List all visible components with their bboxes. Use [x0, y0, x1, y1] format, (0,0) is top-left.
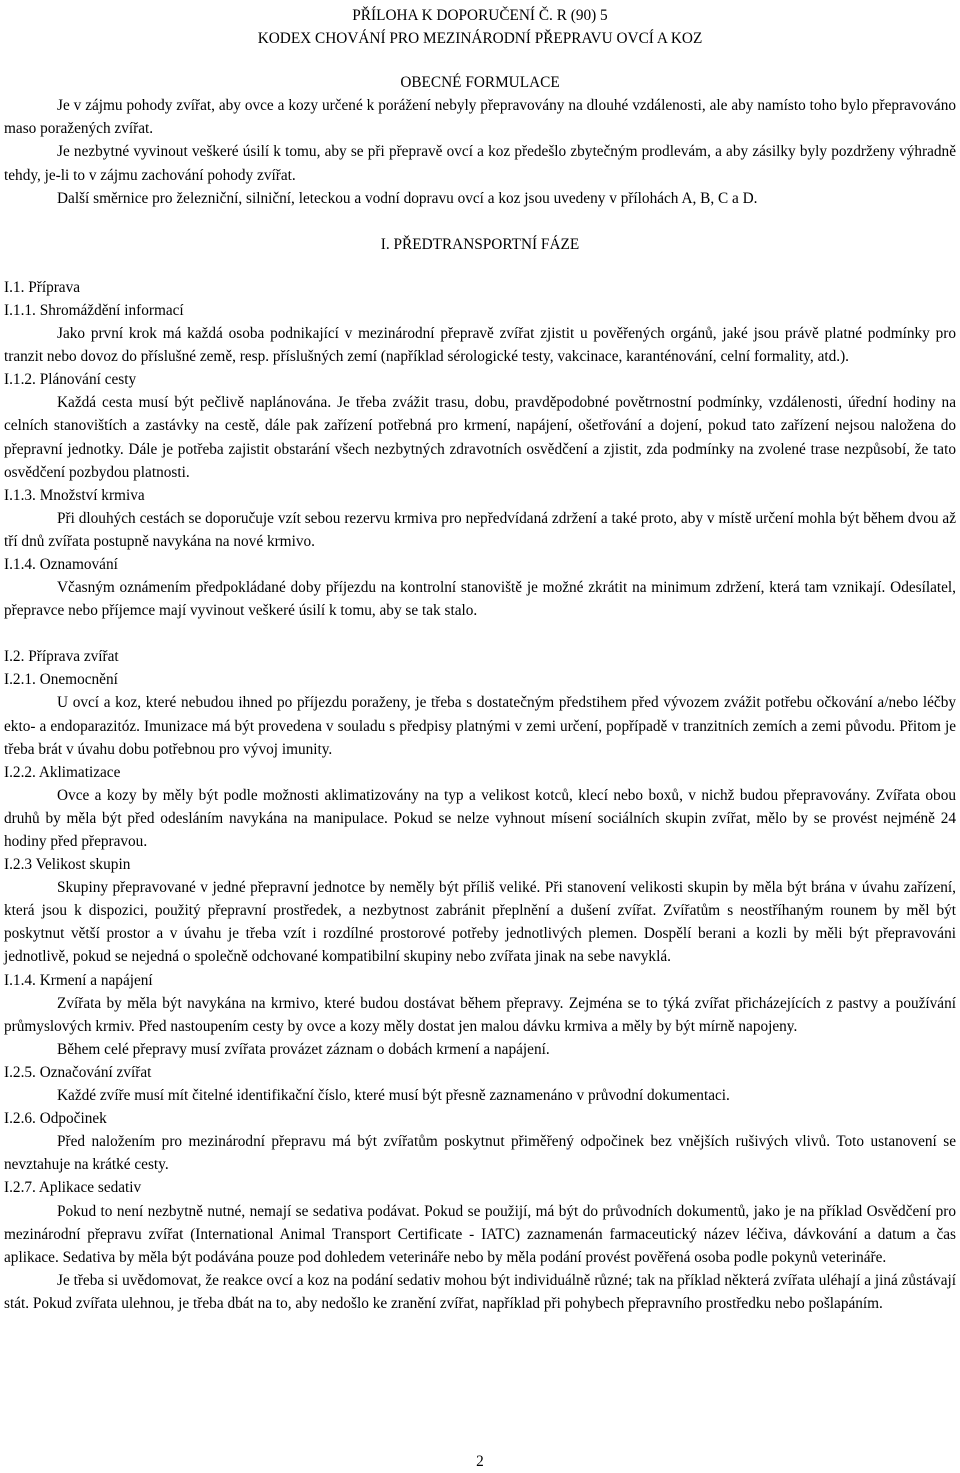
- subsection-heading: I.2.3 Velikost skupin: [4, 856, 131, 874]
- subsection-heading: I.1.2. Plánování cesty: [4, 371, 137, 389]
- subsection-heading: I.1.4. Krmení a napájení: [4, 971, 153, 989]
- subsection-heading: I.1.1. Shromáždění informací: [4, 301, 184, 319]
- subsection-heading: I.2.2. Aklimatizace: [4, 763, 121, 781]
- subsection-heading: I.2.7. Aplikace sedativ: [4, 1179, 142, 1197]
- paragraph: Zvířata by měla být navykána na krmivo, které budou dostávat během přepravy. Zejména se to týká zvířat přicházejících z pastvy a používání průmyslových krmiv. Před nastoupením cesty by ovce a kozy měly dostat jen malou dávku krmiva a měly by být mírně napojeny.: [4, 994, 956, 1035]
- subsection-heading: I.2. Příprava zvířat: [4, 648, 119, 666]
- code-title: KODEX CHOVÁNÍ PRO MEZINÁRODNÍ PŘEPRAVU OVCÍ A KOZ: [257, 30, 703, 48]
- general-paragraph-3: Další směrnice pro železniční, silniční, leteckou a vodní dopravu ovcí a koz jsou uvedeny v přílohách A, B, C a D.: [57, 189, 758, 207]
- subsection-heading: I.1.3. Množství krmiva: [4, 486, 145, 504]
- subsection-heading: I.2.5. Označování zvířat: [4, 1063, 152, 1081]
- paragraph: Každé zvíře musí mít čitelné identifikační číslo, které musí být přesně zaznamenáno v průvodní dokumentaci.: [57, 1087, 730, 1105]
- subsection-heading: I.1.4. Oznamování: [4, 555, 118, 573]
- section-heading: I. PŘEDTRANSPORTNÍ FÁZE: [380, 235, 580, 253]
- paragraph: Každá cesta musí být pečlivě naplánována. Je třeba zvážit trasu, dobu, pravděpodobné povětrnostní podmínky, vzdálenosti, úřední hodiny na celních stanovištích a zastávky na cestě, dále pak zařízení potřebná pro krmení, napájení, ošetřování a dojení, pokud tato zařízení nejsou naložena do přepravní jednotky. Dále je potřeba zajistit obstarání všech nezbytných zdravotních osvědčení a zjistit, zda podmínky na zvolené trase nezpůsobí, že tato osvědčení pozbydou platnosti.: [4, 394, 956, 481]
- general-paragraph-1: Je v zájmu pohody zvířat, aby ovce a kozy určené k porážení nebyly přepravovány na dlouhé vzdálenosti, ale aby namísto toho bylo přepravováno maso poražených zvířat.: [4, 97, 956, 138]
- paragraph: Během celé přepravy musí zvířata provázet záznam o dobách krmení a napájení.: [57, 1040, 550, 1058]
- paragraph: Jako první krok má každá osoba podnikající v mezinárodní přepravě zvířat zjistit u pověřených orgánů, jaké jsou právě platné podmínky pro tranzit nebo dovoz do příslušné země, resp. příslušných zemí (například sérologické testy, vakcinace, karanténování, celní formality, atd.).: [4, 325, 956, 366]
- subsection-heading: I.1. Příprava: [4, 278, 81, 296]
- document-page: [4, 4, 956, 1315]
- general-paragraph-2: Je nezbytné vyvinout veškeré úsilí k tomu, aby se při přepravě ovcí a koz předešlo zbytečným prodlevám, a aby zásilky byly pozdrženy výhradně tehdy, je-li to v zájmu zachování pohody zvířat.: [4, 143, 956, 184]
- paragraph: U ovcí a koz, které nebudou ihned po příjezdu poraženy, je třeba s dostatečným předstihem před vývozem zvážit potřebu očkování a/nebo léčby ekto- a endoparazitóz. Imunizace má být provedena v souladu s předpisy platnými v zemi určení, popřípadě v tranzitních zemích a zemi původu. Přitom je třeba brát v úvahu dobu potřebnou pro vývoj imunity.: [4, 694, 956, 758]
- subsection-heading: I.2.1. Onemocnění: [4, 671, 118, 689]
- paragraph: Pokud to není nezbytně nutné, nemají se sedativa podávat. Pokud se použijí, má být do průvodních dokumentů, jako je na příklad Osvědčení pro mezinárodní přepravu zvířat (International Animal Transport Certificate - IATC) zaznamenán farmaceutický název léčiva, dávkování a datum a čas aplikace. Sedativa by měla být podávána pouze pod dohledem veterináře nebo by měla podání provést pověřená osoba podle pokynů veterináře.: [4, 1202, 956, 1266]
- page-number: 2: [476, 1453, 484, 1470]
- paragraph: Včasným oznámením předpokládané doby příjezdu na kontrolní stanoviště je možné zkrátit na minimum zdržení, která tam vznikají. Odesílatel, přepravce nebo příjemce mají vyvinout veškeré úsilí k tomu, aby se tak stalo.: [4, 579, 956, 620]
- subsection-heading: I.2.6. Odpočinek: [4, 1110, 107, 1128]
- general-heading: OBECNÉ FORMULACE: [400, 74, 560, 92]
- paragraph: Při dlouhých cestách se doporučuje vzít sebou rezervu krmiva pro nepředvídaná zdržení a také proto, aby v místě určení mohla být během dvou až tří dnů zvířata postupně navykána na nové krmivo.: [4, 509, 956, 550]
- paragraph: Je třeba si uvědomovat, že reakce ovcí a koz na podání sedativ mohou být individuálně různé; tak na příklad některá zvířata uléhají a jiná zůstávají stát. Pokud zvířata ulehnou, je třeba dbát na to, aby nedošlo ke zranění zvířat, například při pohybech přepravního prostředku nebo pošlapáním.: [4, 1271, 956, 1312]
- paragraph: Před naložením pro mezinárodní přepravu má být zvířatům poskytnut přiměřený odpočinek bez vnějších rušivých vlivů. Toto ustanovení se nevztahuje na krátké cesty.: [4, 1133, 956, 1174]
- paragraph: Skupiny přepravované v jedné přepravní jednotce by neměly být příliš veliké. Při stanovení velikosti skupin by měla být brána v úvahu zařízení, která jsou k dispozici, použitý přepravní prostředek, a nezbytnost zabránit přeplnění a dušení zvířat. Zvířatům s neostříhaným rounem by měl být poskytnut větší prostor a v úvahu je třeba vzít i rozdílné prostorové potřeby jednotlivých plemen. Dospělí berani a kozli by měli být přepravováni jednotlivě, pokud se nejedná o společně odchované kompatibilní skupiny nebo zvířata jinak na sebe navyklá.: [4, 879, 956, 966]
- annex-title: PŘÍLOHA K DOPORUČENÍ Č. R (90) 5: [352, 7, 608, 24]
- paragraph: Ovce a kozy by měly být podle možnosti aklimatizovány na typ a velikost kotců, klecí nebo boxů, v nichž budou přepravovány. Zvířata obou druhů by měla být před odesláním navykána na manipulace. Pokud se nelze vyhnout mísení sociálních skupin zvířat, mělo by se provést nejméně 24 hodiny před přepravou.: [4, 786, 956, 850]
